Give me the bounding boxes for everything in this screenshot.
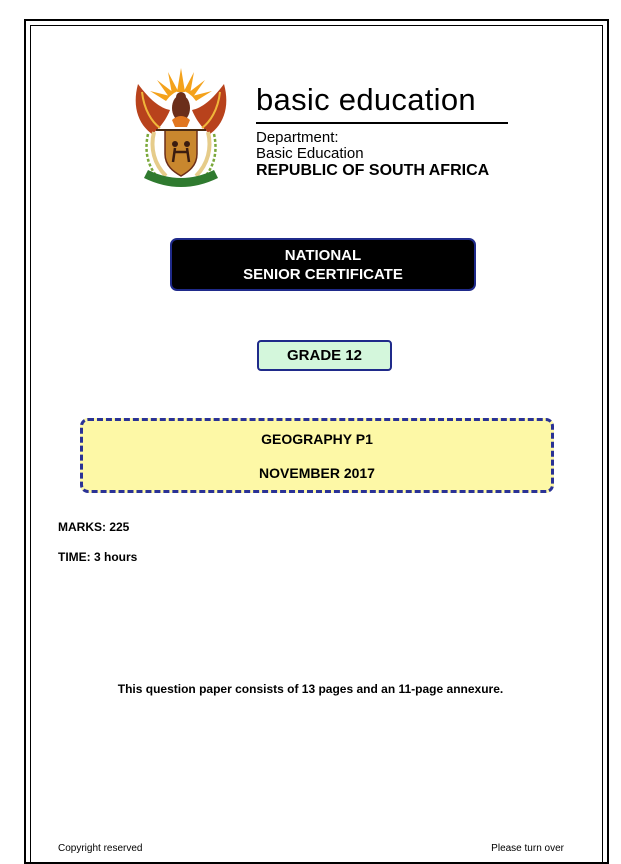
copyright-footer: Copyright reserved xyxy=(58,843,143,854)
time-text: TIME: 3 hours xyxy=(58,550,138,564)
brand-title: basic education xyxy=(256,82,476,117)
department-name: Basic Education xyxy=(256,145,364,162)
turn-over-footer: Please turn over xyxy=(491,843,564,854)
marks-text: MARKS: 225 xyxy=(58,520,130,534)
grade-badge: GRADE 12 xyxy=(257,340,392,371)
exam-session: NOVEMBER 2017 xyxy=(259,465,375,481)
coat-of-arms-icon xyxy=(130,64,232,194)
certificate-line-1: NATIONAL xyxy=(284,246,362,264)
subject-box xyxy=(80,418,554,493)
right-wing xyxy=(192,84,226,134)
certificate-banner xyxy=(170,238,476,291)
country-name: REPUBLIC OF SOUTH AFRICA xyxy=(256,162,490,179)
subject-title: GEOGRAPHY P1 xyxy=(261,431,373,447)
page-count-note: This question paper consists of 13 pages and an 11-page annexure. xyxy=(117,682,504,696)
certificate-line-2: SENIOR CERTIFICATE xyxy=(243,265,403,283)
department-label: Department: xyxy=(256,129,339,146)
left-wing xyxy=(136,84,170,134)
brand-divider xyxy=(256,122,508,124)
